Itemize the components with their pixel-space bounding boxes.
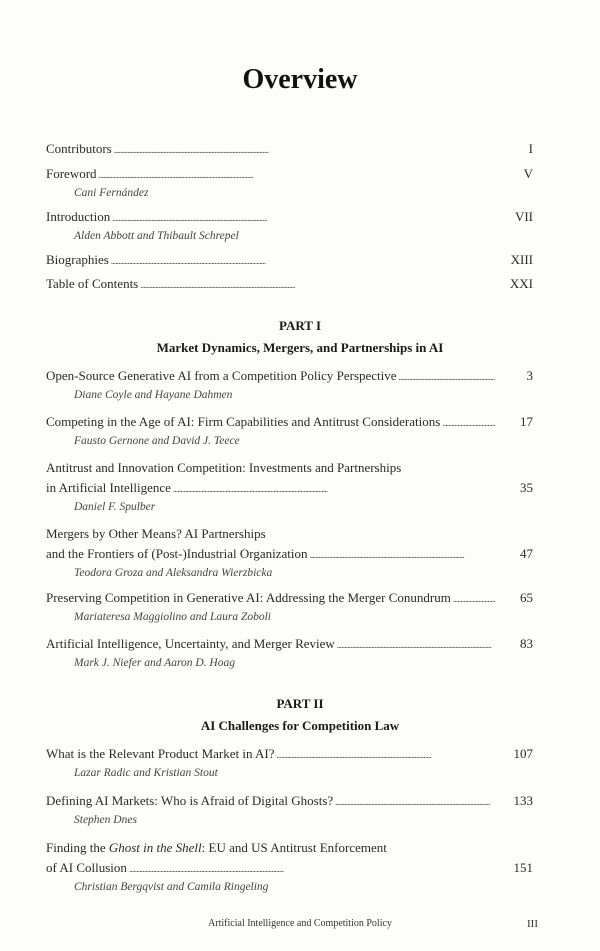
toc-entry-contributors[interactable] [46,139,533,160]
toc-entry-authors: Daniel F. Spulber [74,501,156,513]
toc-entry-authors: Lazar Radic and Kristian Stout [74,767,218,779]
toc-entry-title: Preserving Competition in Generative AI: Addressing the Merger Conundrum [46,590,451,605]
toc-entry-chapter[interactable] [46,634,533,671]
running-footer: Artificial Intelligence and Competition Policy [208,918,392,929]
toc-entry-foreword[interactable] [46,164,533,201]
toc-entry-page: 65 [520,590,533,605]
part-heading: PART II [276,696,324,711]
toc-entry-title: Contributors [46,141,112,156]
toc-entry-title: Table of Contents [46,276,139,291]
toc-entry-chapter[interactable] [46,744,533,781]
toc-entry-title: What is the Relevant Product Market in AI? [46,746,275,761]
part-heading: PART I [278,318,322,333]
page-title: Overview [242,64,358,95]
toc-entry-page: 17 [520,414,533,429]
title-text: : EU and US Antitrust Enforcement [201,840,387,855]
toc-entry-title: and the Frontiers of (Post-)Industrial Organization [46,546,308,561]
toc-entry-title-line [46,838,387,858]
toc-entry-page: XXI [509,276,533,291]
toc-entry-biographies[interactable] [46,250,533,271]
toc-entry-authors: Cani Fernández [74,187,149,199]
toc-entry-chapter[interactable] [46,458,533,515]
toc-entry-page: XIII [510,252,533,267]
toc-entry-chapter[interactable] [46,412,533,449]
toc-entry-title: Open-Source Generative AI from a Competition Policy Perspective [46,368,397,383]
toc-entry-authors: Mark J. Niefer and Aaron D. Hoag [74,657,235,669]
toc-entry-title: of AI Collusion [46,860,127,875]
toc-entry-chapter[interactable] [46,791,533,828]
toc-entry-page: 133 [513,793,533,808]
toc-entry-title: Foreword [46,166,97,181]
toc-entry-introduction[interactable] [46,207,533,244]
toc-entry-authors: Christian Bergqvist and Camila Ringeling [74,881,269,893]
part-subtitle: AI Challenges for Competition Law [200,718,400,733]
toc-entry-title: Introduction [46,209,111,224]
toc-entry-authors: Diane Coyle and Hayane Dahmen [74,389,233,401]
toc-entry-chapter[interactable] [46,366,533,403]
toc-entry-authors: Teodora Groza and Aleksandra Wierzbicka [74,567,273,579]
toc-entry-authors: Mariateresa Maggiolino and Laura Zoboli [74,611,271,623]
toc-entry-title-line: Mergers by Other Means? AI Partnerships [46,526,266,541]
toc-entry-title: Artificial Intelligence, Uncertainty, and Merger Review [46,636,335,651]
toc-entry-authors: Fausto Gernone and David J. Teece [74,435,240,447]
toc-entry-authors: Alden Abbott and Thibault Schrepel [74,230,239,242]
toc-entry-page: I [528,141,533,156]
toc-entry-title: Competing in the Age of AI: Firm Capabilities and Antitrust Considerations [46,414,441,429]
title-emphasis: Ghost in the Shell [108,840,202,855]
toc-entry-page: VII [514,209,533,224]
toc-entry-page: 151 [513,860,533,875]
toc-entry-chapter[interactable] [46,838,533,895]
toc-entry-page: V [523,166,533,181]
toc-entry-page: 3 [526,368,533,383]
page-number: III [527,918,538,930]
toc-entry-authors: Stephen Dnes [74,814,137,826]
toc-entry-page: 35 [520,480,533,495]
title-text: Finding the [46,840,109,855]
toc-entry-title-line: Antitrust and Innovation Competition: Investments and Partnerships [46,460,402,475]
toc-entry-table-of-contents[interactable] [46,274,533,295]
part-subtitle: Market Dynamics, Mergers, and Partnerships in AI [156,340,444,355]
toc-entry-chapter[interactable] [46,588,533,625]
toc-entry-title: in Artificial Intelligence [46,480,171,495]
toc-entry-page: 83 [520,636,533,651]
toc-entry-title: Biographies [46,252,109,267]
toc-entry-chapter[interactable] [46,524,533,581]
toc-entry-title: Defining AI Markets: Who is Afraid of Digital Ghosts? [46,793,334,808]
toc-entry-page: 107 [513,746,533,761]
toc-entry-page: 47 [520,546,533,561]
